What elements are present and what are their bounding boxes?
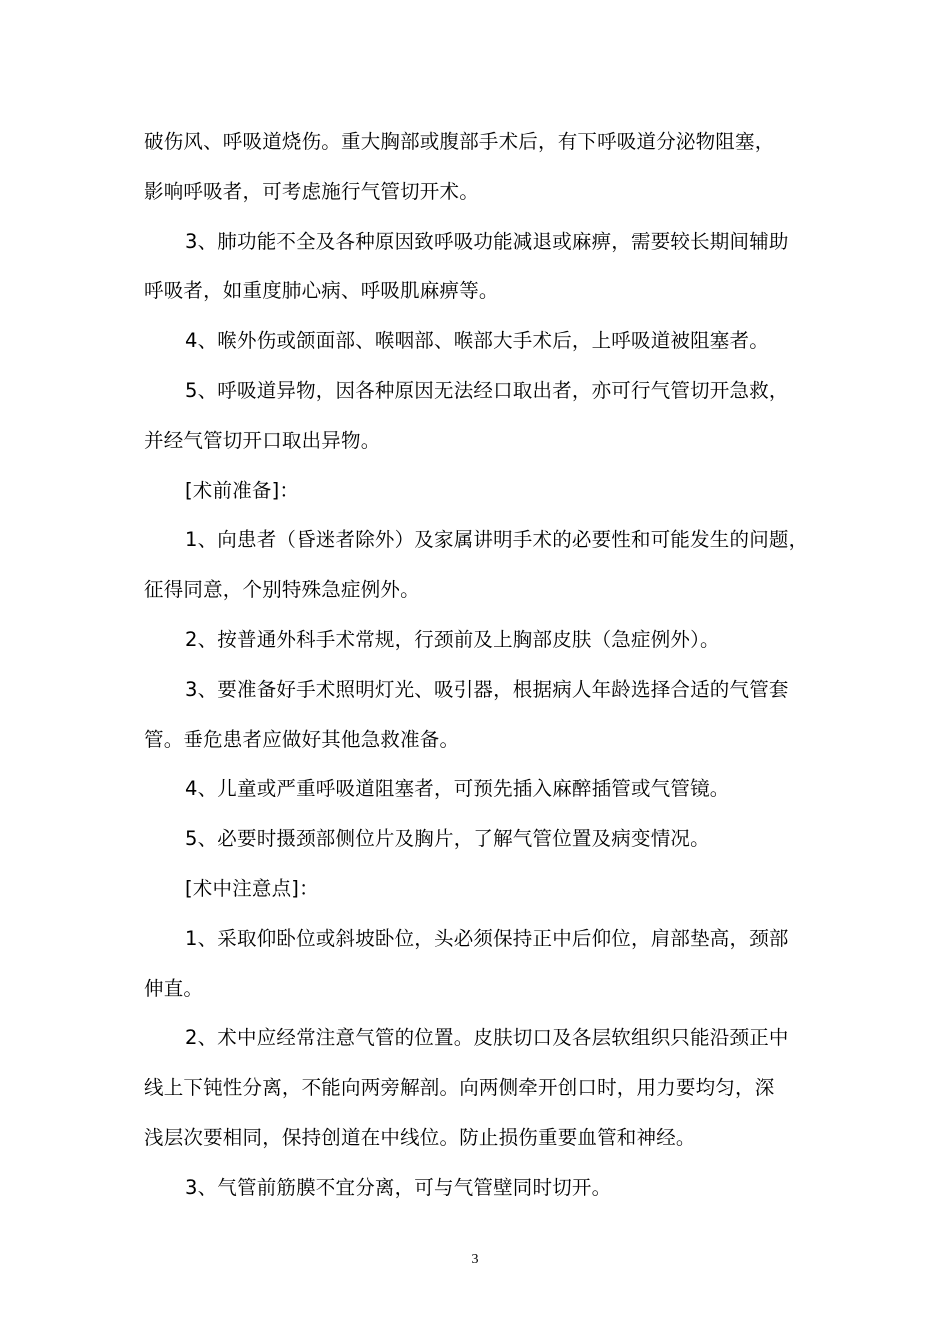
document-body — [144, 117, 816, 1213]
text-line: 征得同意，个别特殊急症例外。 — [144, 578, 420, 602]
text-line: 2、按普通外科手术常规，行颈前及上胸部皮肤（急症例外）。 — [185, 627, 720, 651]
text-line: 3、气管前筋膜不宜分离，可与气管壁同时切开。 — [185, 1175, 612, 1199]
text-line: 5、必要时摄颈部侧位片及胸片，了解气管位置及病变情况。 — [185, 827, 710, 851]
text-line: 管。垂危患者应做好其他急救准备。 — [144, 727, 460, 751]
text-line: 1、向患者（昏迷者除外）及家属讲明手术的必要性和可能发生的问题， — [185, 528, 809, 552]
text-line: 1、采取仰卧位或斜坡卧位，头必须保持正中后仰位，肩部垫高，颈部 — [185, 926, 789, 950]
text-line: 伸直。 — [144, 976, 204, 1000]
text-line: 浅层次要相同，保持创道在中线位。防止损伤重要血管和神经。 — [144, 1125, 696, 1149]
text-line: 2、术中应经常注意气管的位置。皮肤切口及各层软组织只能沿颈正中 — [185, 1026, 789, 1050]
text-line: 并经气管切开口取出异物。 — [144, 428, 381, 452]
text-line: 破伤风、呼吸道烧伤。重大胸部或腹部手术后，有下呼吸道分泌物阻塞， — [144, 130, 775, 153]
text-line: 3、要准备好手术照明灯光、吸引器，根据病人年龄选择合适的气管套 — [185, 677, 789, 701]
text-line: 4、儿童或严重呼吸道阻塞者，可预先插入麻醉插管或气管镜。 — [185, 777, 730, 801]
text-line: 5、呼吸道异物，因各种原因无法经口取出者，亦可行气管切开急救， — [185, 378, 789, 402]
text-line: 线上下钝性分离，不能向两旁解剖。向两侧牵开创口时，用力要均匀，深 — [144, 1076, 775, 1100]
text-line: 4、喉外伤或颌面部、喉咽部、喉部大手术后，上呼吸道被阻塞者。 — [185, 329, 769, 353]
text-line: 影响呼吸者，可考虑施行气管切开术。 — [144, 179, 479, 203]
text-line: 呼吸者，如重度肺心病、呼吸肌麻痹等。 — [144, 279, 499, 303]
section-heading: [术前准备]： — [185, 478, 300, 502]
page-number: 3 — [471, 1252, 479, 1267]
text-line: 3、肺功能不全及各种原因致呼吸功能减退或麻痹，需要较长期间辅助 — [185, 229, 789, 253]
section-heading: [术中注意点]： — [185, 876, 319, 900]
